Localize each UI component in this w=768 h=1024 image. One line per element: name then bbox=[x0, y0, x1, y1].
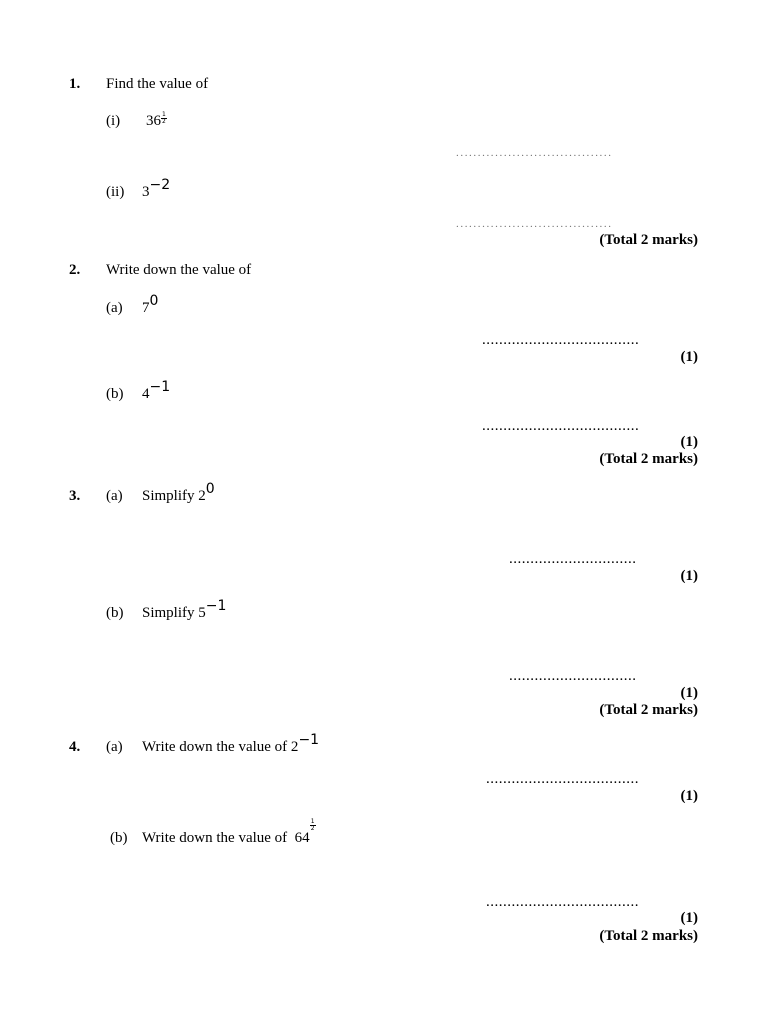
fraction-numerator: 1 bbox=[162, 111, 166, 118]
part-marks: (1) bbox=[680, 788, 698, 804]
question-number: 1. bbox=[69, 76, 81, 92]
part-label: (a) bbox=[106, 488, 123, 504]
total-marks: (Total 2 marks) bbox=[599, 451, 698, 467]
fraction-denominator: 2 bbox=[162, 118, 166, 125]
math-expression bbox=[142, 293, 159, 316]
question-number: 3. bbox=[69, 488, 81, 504]
part-marks: (1) bbox=[680, 434, 698, 450]
part-marks: (1) bbox=[680, 685, 698, 701]
fraction-exponent bbox=[161, 111, 169, 128]
part-text: Simplify 5 bbox=[142, 605, 206, 621]
math-exponent: −1 bbox=[298, 732, 320, 748]
math-expression bbox=[142, 379, 171, 402]
part-label: (a) bbox=[106, 300, 123, 316]
answer-line[interactable]: .................................... bbox=[486, 771, 639, 787]
math-exponent: 0 bbox=[205, 481, 215, 497]
part-text: Write down the value of 64 bbox=[142, 830, 310, 846]
answer-line[interactable]: .............................. bbox=[509, 551, 637, 567]
part-marks: (1) bbox=[680, 568, 698, 584]
answer-line[interactable]: ..................................... bbox=[482, 332, 640, 348]
answer-line[interactable]: ..................................... bbox=[482, 418, 640, 434]
part-label: (b) bbox=[110, 830, 128, 846]
math-expression bbox=[142, 177, 171, 200]
math-base: 4 bbox=[142, 386, 150, 402]
question-number: 2. bbox=[69, 262, 81, 278]
part-text: Simplify 2 bbox=[142, 488, 206, 504]
math-base: 36 bbox=[146, 113, 161, 129]
question-prompt: Write down the value of bbox=[106, 262, 252, 278]
math-exponent: −1 bbox=[205, 598, 227, 614]
math-expression bbox=[142, 818, 318, 846]
total-marks: (Total 2 marks) bbox=[599, 232, 698, 248]
part-marks: (1) bbox=[680, 910, 698, 926]
math-expression bbox=[146, 111, 169, 129]
part-label: (i) bbox=[106, 113, 121, 129]
answer-line[interactable]: .............................. bbox=[509, 668, 637, 684]
math-exponent: −1 bbox=[149, 379, 171, 395]
part-label: (b) bbox=[106, 386, 124, 402]
math-exponent: −2 bbox=[149, 177, 171, 193]
math-base: 7 bbox=[142, 300, 150, 316]
question-prompt: Find the value of bbox=[106, 76, 209, 92]
answer-line[interactable]: .................................... bbox=[456, 147, 613, 159]
part-text: Write down the value of 2 bbox=[142, 739, 299, 755]
total-marks: (Total 2 marks) bbox=[599, 928, 698, 944]
fraction-numerator: 1 bbox=[310, 818, 315, 825]
fraction-exponent bbox=[310, 818, 318, 835]
total-marks: (Total 2 marks) bbox=[599, 702, 698, 718]
math-expression bbox=[142, 598, 227, 621]
math-base: 3 bbox=[142, 184, 150, 200]
part-label: (b) bbox=[106, 605, 124, 621]
math-expression bbox=[142, 732, 320, 755]
question-number: 4. bbox=[69, 739, 81, 755]
part-label: (a) bbox=[106, 739, 123, 755]
math-exponent: 0 bbox=[149, 293, 159, 309]
part-label: (ii) bbox=[106, 184, 125, 200]
answer-line[interactable]: .................................... bbox=[456, 218, 613, 230]
math-expression bbox=[142, 481, 215, 504]
answer-line[interactable]: .................................... bbox=[486, 894, 639, 910]
fraction-denominator: 2 bbox=[310, 825, 315, 832]
part-marks: (1) bbox=[680, 349, 698, 365]
